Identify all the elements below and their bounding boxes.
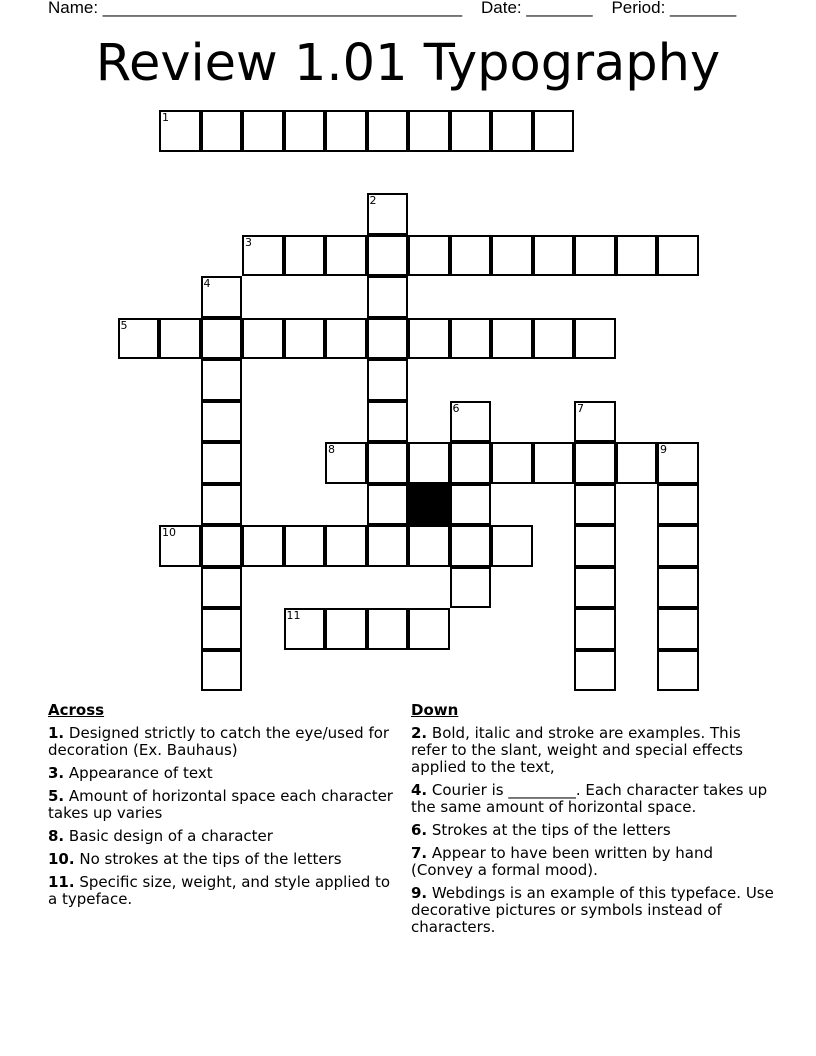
clue-number-label: 6.: [411, 821, 428, 839]
grid-cell[interactable]: [657, 484, 699, 526]
grid-cell[interactable]: [201, 442, 243, 484]
grid-cell[interactable]: [657, 235, 699, 277]
clue-number: 9: [660, 443, 667, 456]
down-clue: [411, 725, 776, 776]
grid-cell[interactable]: [201, 567, 243, 609]
grid-cell[interactable]: [201, 110, 243, 152]
grid-cell[interactable]: [574, 608, 616, 650]
clue-number: 10: [162, 526, 176, 539]
clue-number: 1: [162, 111, 169, 124]
grid-cell[interactable]: [491, 110, 533, 152]
across-clue: [48, 788, 393, 822]
clue-number: 7: [577, 401, 584, 415]
grid-cell[interactable]: [242, 110, 284, 152]
grid-cell[interactable]: [533, 318, 575, 360]
grid-cell[interactable]: [367, 484, 409, 526]
name-field: Name: ______________________________________: [48, 0, 463, 17]
grid-cell[interactable]: [657, 650, 699, 692]
clue-number-label: 2.: [411, 724, 428, 742]
grid-cell[interactable]: [201, 525, 243, 567]
across-clue: [48, 851, 393, 868]
grid-cell[interactable]: [284, 525, 326, 567]
grid-cell[interactable]: [325, 525, 367, 567]
grid-cell[interactable]: [657, 442, 699, 484]
across-clue: [48, 828, 393, 845]
grid-cell[interactable]: [450, 484, 492, 526]
across-clue: [48, 874, 393, 908]
clue-number: 8: [328, 443, 335, 456]
grid-cell[interactable]: [657, 525, 699, 567]
clue-number-label: 1.: [48, 724, 65, 742]
grid-cell[interactable]: [242, 525, 284, 567]
grid-cell[interactable]: [574, 484, 616, 526]
grid-cell[interactable]: [408, 442, 450, 484]
across-clues: [48, 700, 393, 914]
grid-cell[interactable]: [367, 608, 409, 650]
grid-cell[interactable]: [325, 318, 367, 360]
grid-cell[interactable]: [574, 442, 616, 484]
clue-number-label: 4.: [411, 781, 428, 799]
grid-cell[interactable]: [491, 442, 533, 484]
grid-cell[interactable]: [450, 525, 492, 567]
clue-text: Basic design of a character: [64, 827, 273, 845]
down-clue: [411, 885, 776, 936]
grid-cell[interactable]: [367, 110, 409, 152]
grid-cell[interactable]: [367, 193, 409, 235]
grid-cell[interactable]: [450, 567, 492, 609]
grid-cell[interactable]: [574, 318, 616, 360]
grid-cell[interactable]: [450, 235, 492, 277]
clue-number-label: 7.: [411, 844, 428, 862]
grid-cell[interactable]: [408, 608, 450, 650]
clue-number: 3: [245, 235, 252, 249]
clue-text: Webdings is an example of this typeface. Use decorative pictures or symbols instead of characters.: [411, 884, 774, 936]
grid-cell[interactable]: [242, 318, 284, 360]
grid-cell[interactable]: [118, 318, 160, 360]
grid-cell[interactable]: [367, 525, 409, 567]
clue-text: Courier is _________. Each character takes up the same amount of horizontal space.: [411, 781, 768, 816]
grid-cell[interactable]: [574, 401, 616, 443]
clue-number: 4: [203, 277, 211, 290]
date-field: Date: _______: [480, 0, 593, 17]
grid-cell[interactable]: [367, 401, 409, 443]
grid-cell[interactable]: [491, 318, 533, 360]
grid-cell[interactable]: [616, 442, 658, 484]
grid-cell[interactable]: [325, 110, 367, 152]
down-clue: [411, 822, 776, 839]
clue-number: 6: [452, 401, 460, 415]
grid-cell[interactable]: [367, 359, 409, 401]
grid-cell[interactable]: [367, 318, 409, 360]
grid-cell[interactable]: [367, 442, 409, 484]
grid-cell[interactable]: [533, 442, 575, 484]
grid-cell[interactable]: [367, 235, 409, 277]
grid-cell[interactable]: [408, 525, 450, 567]
period-field: Period: _______: [611, 0, 737, 17]
grid-cell[interactable]: [533, 235, 575, 277]
clue-number-label: 10.: [48, 850, 75, 868]
grid-cell[interactable]: [242, 235, 284, 277]
grid-cell[interactable]: [201, 608, 243, 650]
clue-number-label: 9.: [411, 884, 428, 902]
grid-cell[interactable]: [450, 442, 492, 484]
grid-cell[interactable]: [325, 608, 367, 650]
grid-cell[interactable]: [450, 318, 492, 360]
across-clue: [48, 765, 393, 782]
grid-cell[interactable]: [284, 110, 326, 152]
grid-cell[interactable]: [201, 359, 243, 401]
across-heading: Across: [48, 701, 105, 719]
clue-number: 11: [286, 609, 301, 622]
clue-text: Amount of horizontal space each character takes up varies: [48, 787, 393, 822]
clue-text: Designed strictly to catch the eye/used for decoration (Ex. Bauhaus): [48, 724, 390, 759]
down-heading: Down: [411, 701, 459, 719]
clue-number-label: 11.: [48, 873, 75, 891]
down-clues: [411, 700, 776, 942]
grid-cell[interactable]: [201, 650, 243, 692]
grid-cell[interactable]: [325, 235, 367, 277]
clue-text: Bold, italic and stroke are examples. This refer to the slant, weight and special effects applied to the text,: [411, 724, 743, 776]
grid-cell[interactable]: [201, 276, 243, 318]
clue-text: No strokes at the tips of the letters: [74, 850, 342, 868]
grid-cell[interactable]: [284, 318, 326, 360]
grid-cell[interactable]: [450, 110, 492, 152]
grid-cell[interactable]: [284, 235, 326, 277]
grid-cell[interactable]: [450, 401, 492, 443]
clue-text: Strokes at the tips of the letters: [427, 821, 671, 839]
across-clue: [48, 725, 393, 759]
grid-cell[interactable]: [201, 318, 243, 360]
grid-cell[interactable]: [325, 442, 367, 484]
down-clue: [411, 782, 776, 816]
black-cell: [408, 484, 450, 526]
page-title: Review 1.01 Typography: [95, 34, 721, 93]
grid-cell[interactable]: [574, 525, 616, 567]
grid-cell[interactable]: [533, 110, 575, 152]
grid-cell[interactable]: [367, 276, 409, 318]
across-clue-list: [48, 725, 393, 908]
grid-cell[interactable]: [574, 235, 616, 277]
grid-cell[interactable]: [408, 235, 450, 277]
grid-cell[interactable]: [201, 484, 243, 526]
grid-cell[interactable]: [159, 318, 201, 360]
grid-cell[interactable]: [408, 110, 450, 152]
clue-text: Specific size, weight, and style applied to a typeface.: [48, 873, 391, 908]
clue-text: Appear to have been written by hand (Convey a formal mood).: [411, 844, 713, 879]
grid-cell[interactable]: [491, 525, 533, 567]
down-clue: [411, 845, 776, 879]
grid-cell[interactable]: [284, 608, 326, 650]
clue-number: 5: [120, 318, 128, 332]
clue-number-label: 3.: [48, 764, 65, 782]
grid-cell[interactable]: [491, 235, 533, 277]
grid-cell[interactable]: [159, 525, 201, 567]
grid-cell[interactable]: [408, 318, 450, 360]
grid-cell[interactable]: [616, 235, 658, 277]
clue-text: Appearance of text: [64, 764, 213, 782]
grid-cell[interactable]: [159, 110, 201, 152]
grid-cell[interactable]: [574, 650, 616, 692]
clue-number: 2: [369, 194, 377, 207]
down-clue-list: [411, 725, 776, 936]
grid-cell[interactable]: [657, 608, 699, 650]
grid-cell[interactable]: [201, 401, 243, 443]
grid-cell[interactable]: [657, 567, 699, 609]
grid-cell[interactable]: [574, 567, 616, 609]
clue-number-label: 8.: [48, 827, 65, 845]
clue-number-label: 5.: [48, 787, 65, 805]
